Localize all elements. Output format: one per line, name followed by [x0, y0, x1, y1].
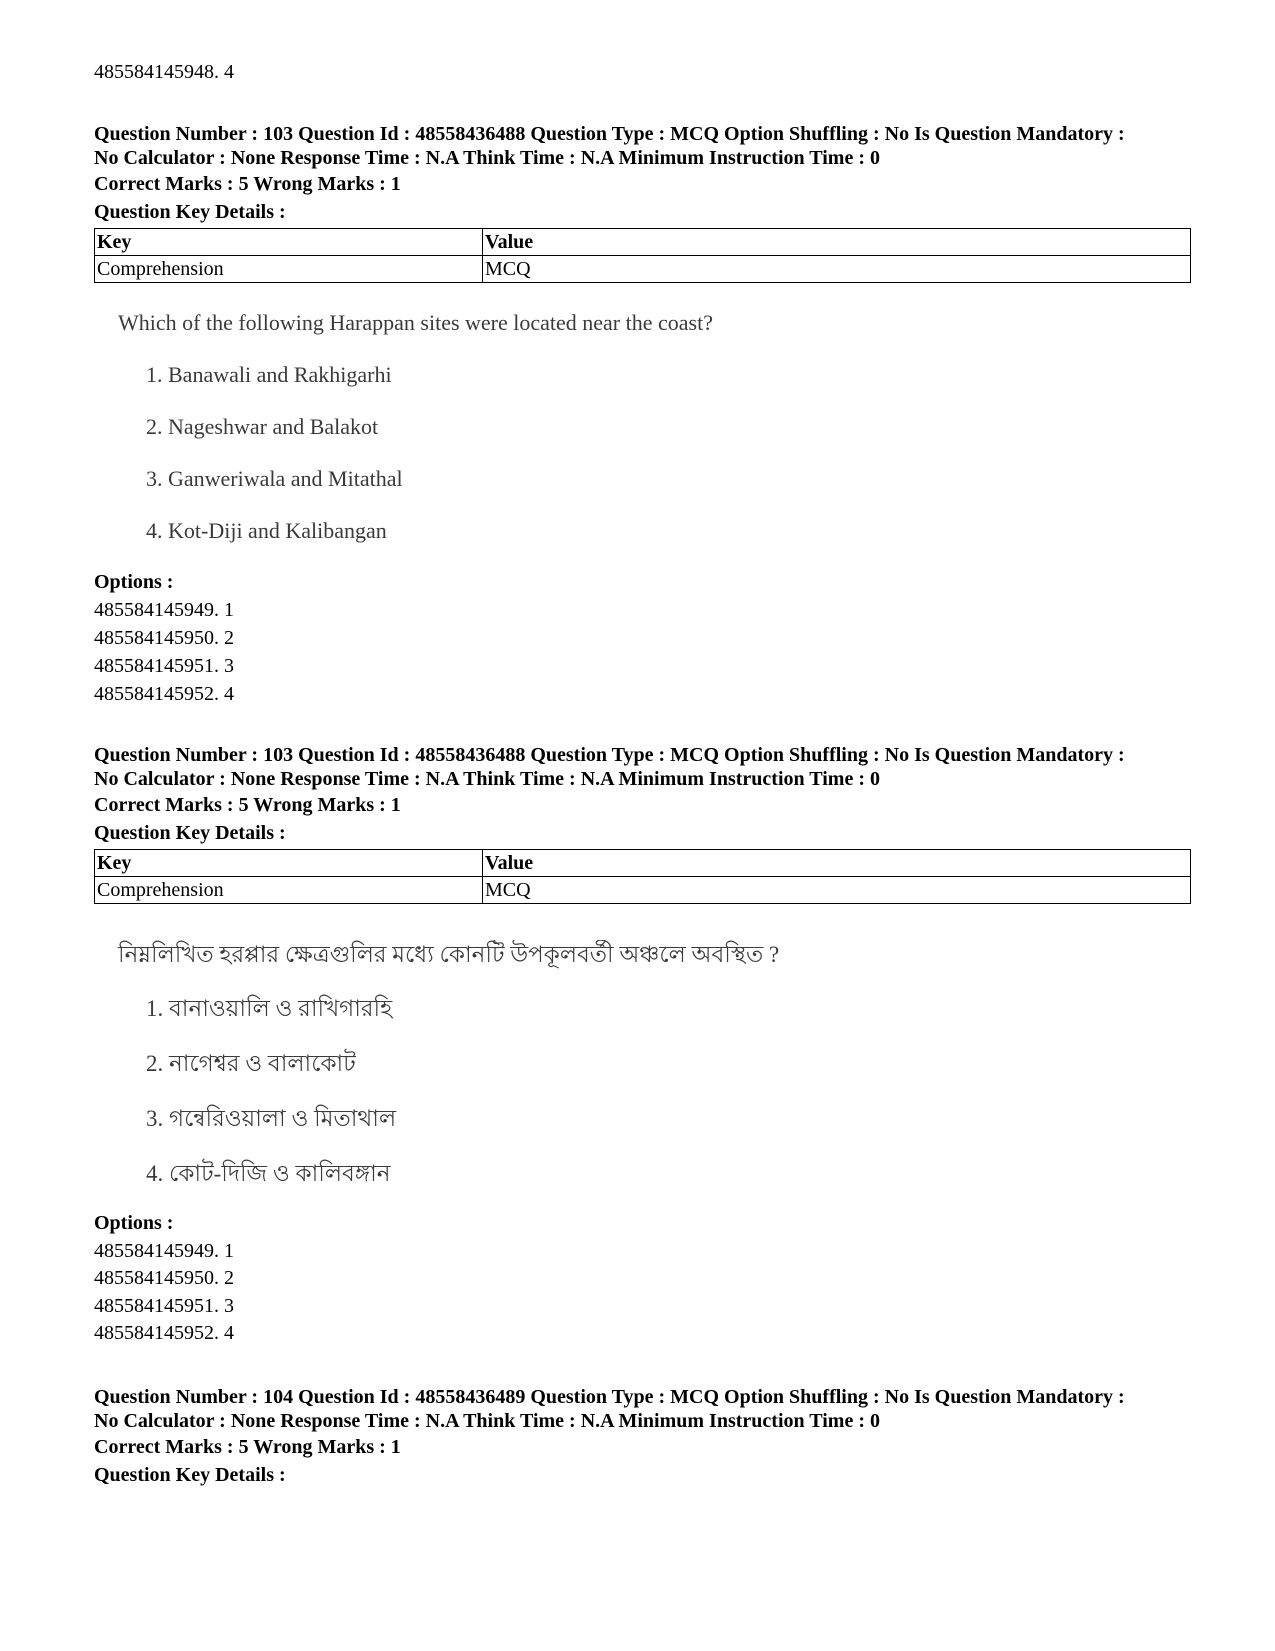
marks-line: Correct Marks : 5 Wrong Marks : 1 — [94, 794, 401, 816]
question-image — [118, 936, 878, 1186]
options-label: Options : — [94, 571, 174, 593]
question-option: 1. Banawali and Rakhigarhi — [146, 362, 392, 387]
answer-option: 485584145951. 3 — [94, 655, 234, 677]
answer-option: 485584145949. 1 — [94, 1240, 234, 1262]
question-image — [118, 310, 818, 550]
question-meta — [94, 743, 1204, 791]
question-option: 1. বানাওয়ালি ও রাখিগারহি — [146, 996, 393, 1021]
question-option: 3. Ganweriwala and Mitathal — [146, 466, 403, 491]
answer-option: 485584145949. 1 — [94, 599, 234, 621]
table-cell-key: Comprehension — [95, 877, 483, 904]
table-row — [95, 256, 1191, 283]
key-details-label: Question Key Details : — [94, 201, 286, 223]
question-stem: নিম্নলিখিত হরপ্পার ক্ষেত্রগুলির মধ্যে কোনটি উপকূলবর্তী অঞ্চলে অবস্থিত ? — [118, 942, 780, 967]
answer-option: 485584145951. 3 — [94, 1295, 234, 1317]
question-option: 4. কোট-দিজি ও কালিবঙ্গান — [146, 1161, 391, 1186]
question-meta-line-2: No Calculator : None Response Time : N.A Think Time : N.A Minimum Instruction Time : 0 — [94, 1410, 880, 1432]
table-header-key: Key — [95, 229, 483, 256]
question-stem: Which of the following Harappan sites were located near the coast? — [118, 310, 713, 335]
table-row — [95, 877, 1191, 904]
question-meta — [94, 122, 1204, 170]
question-option: 2. Nageshwar and Balakot — [146, 414, 379, 439]
answer-option: 485584145950. 2 — [94, 627, 234, 649]
question-meta-line-2: No Calculator : None Response Time : N.A Think Time : N.A Minimum Instruction Time : 0 — [94, 147, 880, 169]
question-option: 4. Kot-Diji and Kalibangan — [146, 518, 387, 543]
question-meta-line-2: No Calculator : None Response Time : N.A Think Time : N.A Minimum Instruction Time : 0 — [94, 768, 880, 790]
table-cell-value: MCQ — [483, 256, 1191, 283]
answer-option: 485584145952. 4 — [94, 683, 234, 705]
answer-option: 485584145950. 2 — [94, 1267, 234, 1289]
question-meta-line-1: Question Number : 103 Question Id : 48558436488 Question Type : MCQ Option Shuffling : No Is Question Mandatory : — [94, 123, 1125, 145]
key-details-label: Question Key Details : — [94, 1464, 286, 1486]
key-value-table — [94, 228, 1191, 283]
question-option: 2. নাগেশ্বর ও বালাকোট — [146, 1051, 356, 1076]
table-header-row — [95, 850, 1191, 877]
answer-option: 485584145952. 4 — [94, 1322, 234, 1344]
table-header-key: Key — [95, 850, 483, 877]
question-meta-line-1: Question Number : 104 Question Id : 48558436489 Question Type : MCQ Option Shuffling : No Is Question Mandatory : — [94, 1386, 1125, 1408]
table-header-value: Value — [483, 229, 1191, 256]
table-header-value: Value — [483, 850, 1191, 877]
table-cell-value: MCQ — [483, 877, 1191, 904]
key-value-table — [94, 849, 1191, 904]
previous-answer-option: 485584145948. 4 — [94, 61, 234, 83]
marks-line: Correct Marks : 5 Wrong Marks : 1 — [94, 1436, 401, 1458]
key-details-label: Question Key Details : — [94, 822, 286, 844]
options-label: Options : — [94, 1212, 174, 1234]
question-option: 3. গন্বেরিওয়ালা ও মিতাথাল — [146, 1106, 397, 1131]
table-cell-key: Comprehension — [95, 256, 483, 283]
question-meta — [94, 1385, 1204, 1433]
question-meta-line-1: Question Number : 103 Question Id : 48558436488 Question Type : MCQ Option Shuffling : No Is Question Mandatory : — [94, 744, 1125, 766]
table-header-row — [95, 229, 1191, 256]
marks-line: Correct Marks : 5 Wrong Marks : 1 — [94, 173, 401, 195]
